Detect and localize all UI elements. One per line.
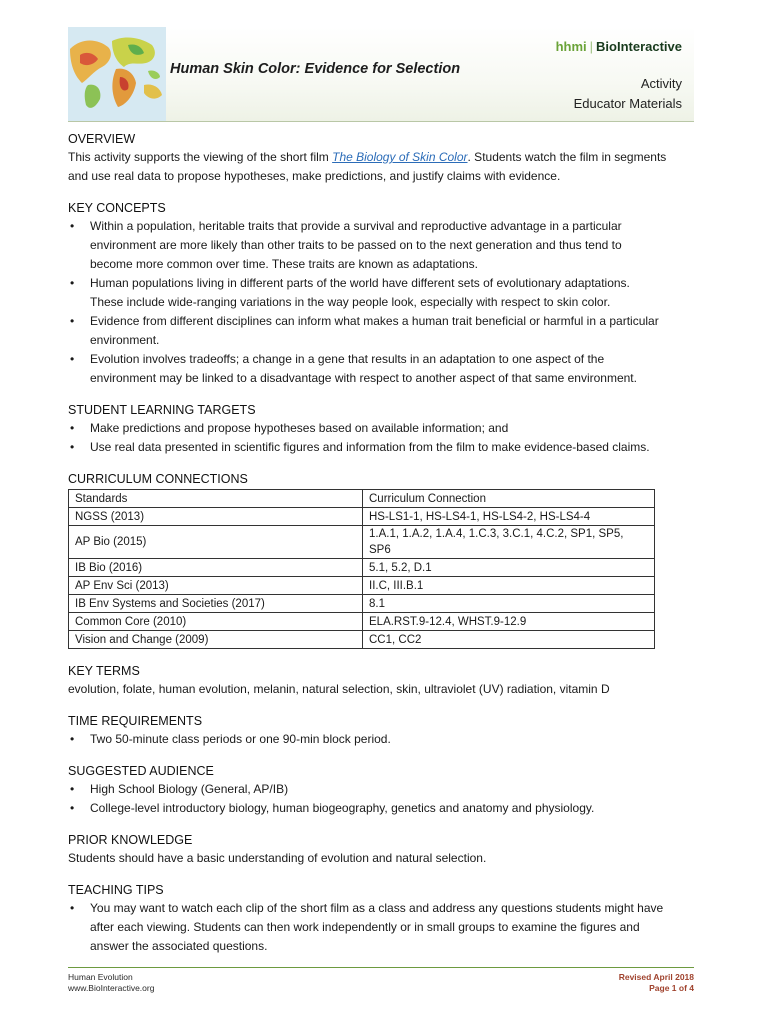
list-item-line: • You may want to watch each clip of the short film as a class and address any questions students might have	[90, 901, 664, 915]
table-cell-connection: 8.1	[363, 595, 655, 613]
list-item-line: after each viewing. Students can then work independently or in small groups to examine the figures and	[90, 920, 640, 934]
list-item	[68, 217, 698, 274]
table-cell-connection: 1.A.1, 1.A.2, 1.A.4, 1.C.3, 3.C.1, 4.C.2, SP1, SP5, SP6	[363, 526, 655, 559]
teaching-tips-list	[68, 899, 698, 956]
footer-left	[68, 972, 154, 994]
table-cell-standard: NGSS (2013)	[69, 508, 363, 526]
column-header-standards: Standards	[69, 490, 363, 508]
list-item-line: • Within a population, heritable traits that provide a survival and reproductive advantage in a particular	[90, 219, 622, 233]
key-concepts-heading: KEY CONCEPTS	[68, 201, 166, 215]
key-concepts-list	[68, 217, 698, 388]
table-row	[69, 595, 655, 613]
list-item: • Two 50-minute class periods or one 90-min block period.	[68, 730, 698, 749]
list-item: • Use real data presented in scientific figures and information from the film to make evidence-based claims.	[68, 438, 698, 457]
time-heading: TIME REQUIREMENTS	[68, 714, 203, 728]
footer-topic: Human Evolution	[68, 972, 133, 982]
table-row	[69, 526, 655, 559]
audience-heading: SUGGESTED AUDIENCE	[68, 764, 214, 778]
prior-knowledge-text: Students should have a basic understanding of evolution and natural selection.	[68, 851, 487, 865]
curriculum-table	[68, 489, 655, 649]
list-item: • High School Biology (General, AP/IB)	[68, 780, 698, 799]
overview-line-1	[68, 148, 698, 167]
table-cell-standard: AP Env Sci (2013)	[69, 577, 363, 595]
prior-knowledge-heading: PRIOR KNOWLEDGE	[68, 833, 193, 847]
table-header-row	[69, 490, 655, 508]
list-item	[68, 350, 698, 388]
learning-targets-section	[68, 401, 698, 457]
list-item	[68, 899, 698, 956]
list-item-line: environment.	[90, 333, 160, 347]
logo-separator: |	[589, 39, 594, 54]
logo-biointeractive-text: BioInteractive	[596, 39, 682, 54]
prior-knowledge-section	[68, 831, 698, 868]
overview-line-2: and use real data to propose hypotheses, make predictions, and justify claims with evidence.	[68, 169, 561, 183]
table-cell-connection: II.C, III.B.1	[363, 577, 655, 595]
time-list	[68, 730, 698, 749]
table-cell-standard: IB Bio (2016)	[69, 559, 363, 577]
teaching-tips-heading: TEACHING TIPS	[68, 883, 164, 897]
footer-revised-date: Revised April 2018	[618, 972, 694, 982]
footer-website-link[interactable]: www.BioInteractive.org	[68, 983, 155, 993]
key-terms-section	[68, 662, 698, 699]
learning-targets-list	[68, 419, 698, 457]
overview-text-before: This activity supports the viewing of the short film	[68, 150, 333, 164]
table-row	[69, 631, 655, 649]
biointeractive-logo	[556, 39, 682, 54]
table-row	[69, 559, 655, 577]
table-row	[69, 577, 655, 595]
curriculum-section	[68, 470, 698, 649]
footer-right	[619, 972, 694, 994]
list-item-line: environment may be linked to a disadvantage with respect to another aspect of that same environment.	[90, 371, 637, 385]
list-item-line: become more common over time. These traits are known as adaptations.	[90, 257, 478, 271]
page-footer	[68, 967, 694, 993]
learning-targets-heading: STUDENT LEARNING TARGETS	[68, 403, 256, 417]
table-cell-standard: Vision and Change (2009)	[69, 631, 363, 649]
header-banner	[68, 27, 694, 122]
table-cell-connection: 5.1, 5.2, D.1	[363, 559, 655, 577]
overview-heading: OVERVIEW	[68, 132, 136, 146]
table-cell-connection: HS-LS1-1, HS-LS4-1, HS-LS4-2, HS-LS4-4	[363, 508, 655, 526]
document-title: Human Skin Color: Evidence for Selection	[170, 61, 461, 77]
audience-list	[68, 780, 698, 818]
list-item	[68, 274, 698, 312]
key-concepts-section	[68, 199, 698, 388]
footer-page-number: Page 1 of 4	[649, 983, 694, 993]
list-item-line: • Evidence from different disciplines can inform what makes a human trait beneficial or harmful in a particular	[90, 314, 659, 328]
world-map-thumbnail	[68, 27, 166, 121]
film-link[interactable]: The Biology of Skin Color	[332, 150, 468, 164]
curriculum-heading: CURRICULUM CONNECTIONS	[68, 472, 248, 486]
table-cell-standard: AP Bio (2015)	[69, 526, 363, 559]
key-terms-heading: KEY TERMS	[68, 664, 140, 678]
table-cell-standard: Common Core (2010)	[69, 613, 363, 631]
teaching-tips-section	[68, 881, 698, 956]
document-body	[68, 130, 698, 969]
time-section	[68, 712, 698, 749]
table-cell-connection: CC1, CC2	[363, 631, 655, 649]
overview-text-after: . Students watch the film in segments	[467, 150, 667, 164]
table-cell-connection: ELA.RST.9-12.4, WHST.9-12.9	[363, 613, 655, 631]
table-row	[69, 508, 655, 526]
list-item-line: answer the associated questions.	[90, 939, 268, 953]
list-item-line: • Evolution involves tradeoffs; a change in a gene that results in an adaptation to one aspect of the	[90, 352, 605, 366]
list-item	[68, 312, 698, 350]
list-item: • Make predictions and propose hypotheses based on available information; and	[68, 419, 698, 438]
table-row	[69, 613, 655, 631]
header-activity-label: Activity	[640, 76, 682, 91]
column-header-connection: Curriculum Connection	[363, 490, 655, 508]
logo-hhmi-text: hhmi	[555, 39, 587, 54]
header-educator-label: Educator Materials	[573, 96, 682, 111]
list-item-line: • Human populations living in different parts of the world have different sets of evolutionary adaptations.	[90, 276, 630, 290]
list-item-line: environment are more likely than other traits to be passed on to the next generation and thus tend to	[90, 238, 622, 252]
list-item-line: These include wide-ranging variations in the way people look, especially with respect to skin color.	[90, 295, 611, 309]
world-map-image	[68, 27, 166, 121]
key-terms-text: evolution, folate, human evolution, melanin, natural selection, skin, ultraviolet (UV) radiation, vitamin D	[68, 682, 610, 696]
list-item: • College-level introductory biology, human biogeography, genetics and anatomy and physiology.	[68, 799, 698, 818]
audience-section	[68, 762, 698, 818]
overview-section	[68, 130, 698, 186]
table-cell-standard: IB Env Systems and Societies (2017)	[69, 595, 363, 613]
